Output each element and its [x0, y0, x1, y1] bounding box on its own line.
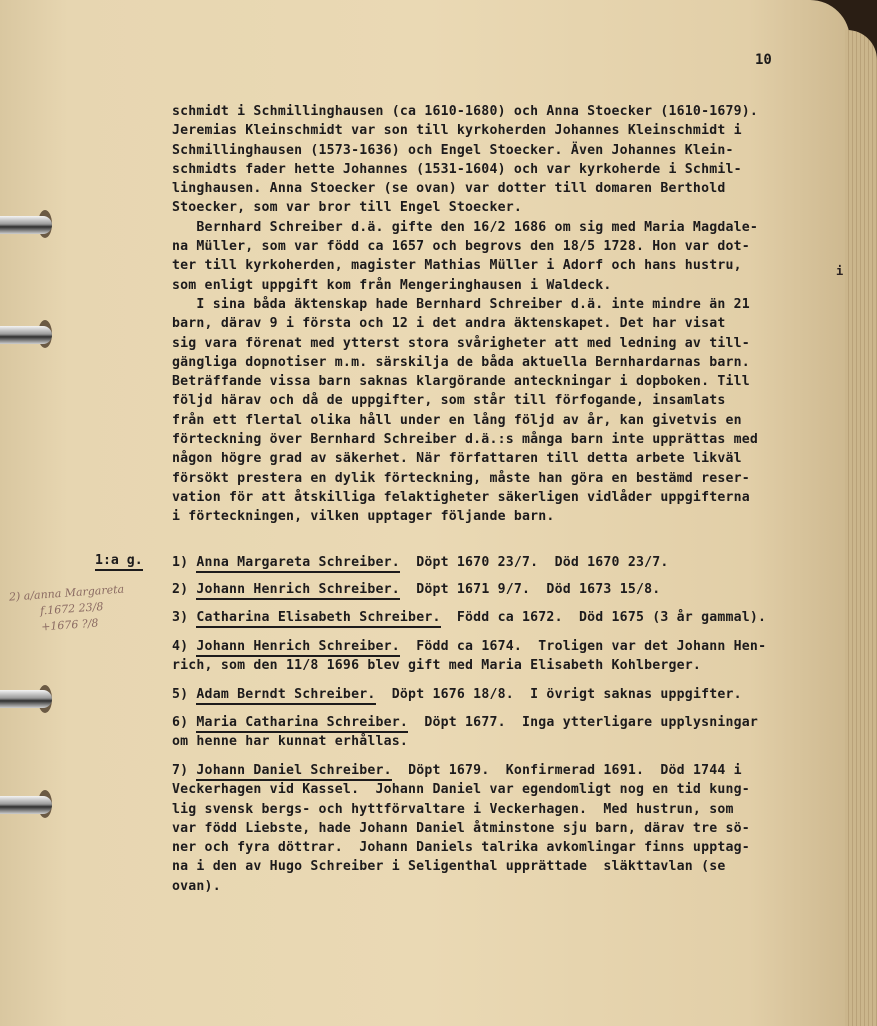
entry-first-line: [172, 580, 837, 599]
entry-first-line: [172, 713, 837, 732]
entry-details: Döpt 1679. Konfirmerad 1691. Död 1744 i: [408, 763, 742, 778]
text-line: följd härav och då de uppgifter, som står till förfogande, insamlats: [172, 393, 726, 409]
margin-mark: i: [836, 264, 844, 278]
binder-ring: [0, 690, 52, 708]
child-name: Anna Margareta Schreiber.: [196, 555, 400, 573]
entry-first-line: [172, 637, 837, 656]
text-line: försökt prestera en dylik förteckning, måste han göra en bestämd reser-: [172, 470, 750, 486]
child-entry: [172, 713, 837, 752]
binder-ring: [0, 216, 52, 234]
child-name: Adam Berndt Schreiber.: [196, 687, 375, 705]
entry-continuation: ovan).: [172, 878, 221, 894]
entry-details: Döpt 1677. Inga ytterligare upplysningar: [424, 715, 759, 730]
handwritten-line: f.1672 23/8: [39, 600, 104, 618]
text-line: schmidt i Schmillinghausen (ca 1610-1680) och Anna Stoecker (1610-1679).: [172, 104, 759, 119]
entry-number: 7): [172, 763, 189, 778]
text-line: Stoecker, som var bror till Engel Stoecker.: [172, 200, 523, 216]
text-line: från ett flertal olika håll under en lång följd av år, kan givetvis en: [172, 412, 742, 428]
child-name: Catharina Elisabeth Schreiber.: [196, 610, 440, 628]
entry-continuation: ner och fyra döttrar. Johann Daniels talrika avkomlingar finns upptag-: [172, 840, 750, 856]
child-name: Johann Henrich Schreiber.: [196, 639, 400, 657]
entry-details: Född ca 1674. Troligen var det Johann Hen-: [416, 639, 767, 654]
binder-ring: [0, 326, 52, 344]
text-line: ter till kyrkoherden, magister Mathias Müller i Adorf och hans hustru,: [172, 258, 742, 274]
child-entry: [172, 637, 837, 676]
section-label: 1:a g.: [95, 553, 143, 571]
text-line: linghausen. Anna Stoecker (se ovan) var dotter till domaren Berthold: [172, 181, 726, 197]
text-line: gängliga dopnotiser m.m. särskilja de båda aktuella Bernhardarnas barn.: [172, 354, 750, 370]
entry-continuation: na i den av Hugo Schreiber i Seligenthal upprättade släkttavlan (se: [172, 859, 726, 875]
entry-number: 4): [172, 639, 189, 654]
child-entry: [172, 761, 837, 896]
entry-continuation: rich, som den 11/8 1696 blev gift med Maria Elisabeth Kohlberger.: [172, 658, 702, 674]
entry-first-line: [172, 553, 837, 572]
text-line: Bernhard Schreiber d.ä. gifte den 16/2 1686 om sig med Maria Magdale-: [172, 219, 759, 235]
page-number: 10: [755, 52, 772, 68]
page-stack-edges: [845, 30, 877, 1026]
entry-details: Döpt 1671 9/7. Död 1673 15/8.: [416, 582, 661, 597]
child-entry: [172, 685, 837, 704]
text-line: i förteckningen, vilken upptager följande barn.: [172, 509, 555, 525]
text-line: barn, därav 9 i första och 12 i det andra äktenskapet. Det har visat: [172, 316, 726, 332]
text-line: I sina båda äktenskap hade Bernhard Schreiber d.ä. inte mindre än 21: [172, 296, 750, 312]
text-line: na Müller, som var född ca 1657 och begrovs den 18/5 1728. Hon var dot-: [172, 239, 750, 255]
entry-continuation: var född Liebste, hade Johann Daniel åtminstone sju barn, därav tre sö-: [172, 820, 750, 836]
entry-first-line: [172, 761, 837, 780]
text-line: Schmillinghausen (1573-1636) och Engel Stoecker. Även Johannes Klein-: [172, 142, 734, 158]
child-entry: [172, 553, 837, 572]
entry-number: 2): [172, 582, 189, 597]
entry-number: 6): [172, 715, 189, 730]
child-entry: [172, 580, 837, 599]
text-line: Beträffande vissa barn saknas klargörande anteckningar i dopboken. Till: [172, 374, 750, 390]
text-line: Jeremias Kleinschmidt var son till kyrkoherden Johannes Kleinschmidt i: [172, 123, 742, 139]
entry-number: 5): [172, 687, 189, 702]
text-line: schmidts fader hette Johannes (1531-1604) och var kyrkoherde i Schmil-: [172, 161, 742, 177]
entry-details: Född ca 1672. Död 1675 (3 år gammal).: [456, 610, 767, 625]
entry-continuation: om henne har kunnat erhållas.: [172, 734, 409, 750]
text-line: vation för att åtskilliga felaktigheter säkerligen vidlåder uppgifterna: [172, 489, 750, 505]
text-line: som enligt uppgift kom från Mengeringhausen i Waldeck.: [172, 277, 612, 293]
text-line: förteckning över Bernhard Schreiber d.ä.:s många barn inte upprättas med: [172, 432, 759, 448]
child-name: Johann Henrich Schreiber.: [196, 582, 400, 600]
text-line: någon högre grad av säkerhet. När författaren till detta arbete likväl: [172, 451, 742, 467]
body-text: [172, 102, 832, 527]
entry-number: 1): [172, 555, 189, 570]
entry-number: 3): [172, 610, 189, 625]
handwritten-line: +1676 ?/8: [40, 616, 99, 634]
entry-details: Döpt 1676 18/8. I övrigt saknas uppgifter.: [391, 687, 742, 702]
entry-continuation: lig svensk bergs- och hyttförvaltare i Veckerhagen. Med hustrun, som: [172, 801, 734, 817]
entry-first-line: [172, 685, 837, 704]
child-name: Maria Catharina Schreiber.: [196, 715, 408, 733]
binder-ring: [0, 796, 52, 814]
entry-continuation: Veckerhagen vid Kassel. Johann Daniel var egendomligt nog en tid kung-: [172, 782, 750, 798]
handwritten-line: 2) a/anna Margareta: [8, 582, 125, 604]
child-name: Johann Daniel Schreiber.: [196, 763, 391, 781]
child-entry: [172, 608, 837, 627]
text-line: sig vara förenat med ytterst stora svårigheter att med ledning av till-: [172, 335, 750, 351]
entry-details: Döpt 1670 23/7. Död 1670 23/7.: [416, 555, 669, 570]
entry-first-line: [172, 608, 837, 627]
